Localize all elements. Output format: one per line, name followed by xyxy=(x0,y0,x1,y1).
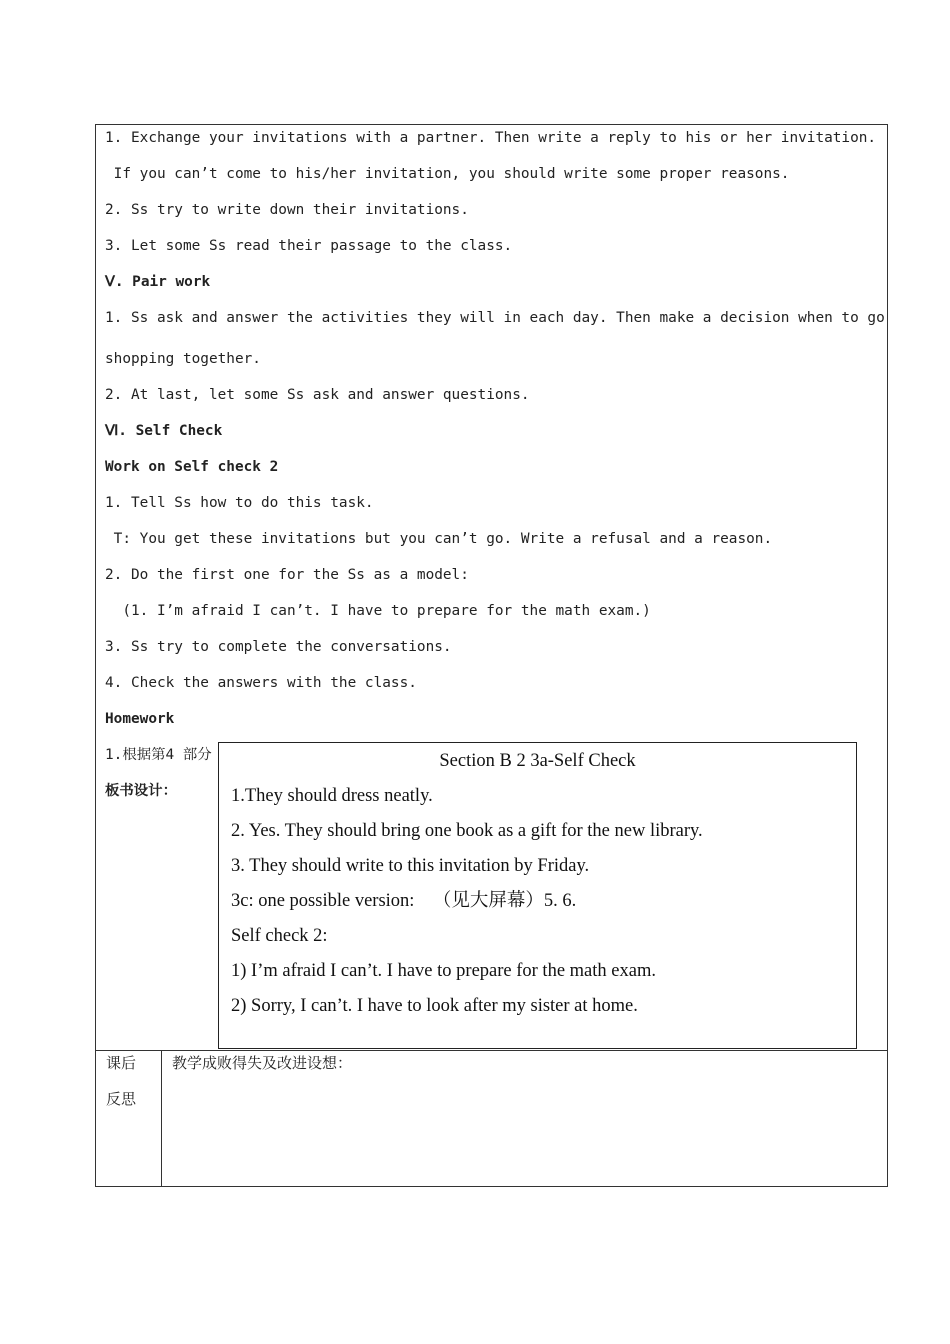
step-line: 2. At last, let some Ss ask and answer questions. xyxy=(105,387,530,403)
textbox-line: 2. Yes. They should bring one book as a gift for the new library. xyxy=(231,821,703,841)
reflection-content: 教学成败得失及改进设想： xyxy=(172,1054,353,1072)
step-line: (1. I’m afraid I can’t. I have to prepare for the math exam.) xyxy=(105,603,651,619)
step-line: 1. Tell Ss how to do this task. xyxy=(105,495,374,511)
section-heading-self-check: Ⅵ. Self Check xyxy=(105,423,223,439)
reflection-label-line1: 课后 xyxy=(106,1054,137,1072)
step-line: 4. Check the answers with the class. xyxy=(105,675,417,691)
textbox-line: 2) Sorry, I can’t. I have to look after my sister at home. xyxy=(231,996,638,1016)
textbox-line: 1.They should dress neatly. xyxy=(231,786,433,806)
homework-line: 1.根据第4 部分 xyxy=(105,747,212,763)
textbox-title: Section B 2 3a-Self Check xyxy=(439,751,636,771)
table-column-divider xyxy=(161,1050,162,1187)
reflection-label-line2: 反思 xyxy=(106,1090,137,1108)
homework-heading: Homework xyxy=(105,711,175,727)
step-line: shopping together. xyxy=(105,351,261,367)
step-line: 3. Let some Ss read their passage to the class. xyxy=(105,238,513,254)
textbox-line: Self check 2: xyxy=(231,926,328,946)
step-line: 1. Exchange your invitations with a partner. Then write a reply to his or her invitation. xyxy=(105,130,877,146)
step-line: 3. Ss try to complete the conversations. xyxy=(105,639,452,655)
subheading-self-check-2: Work on Self check 2 xyxy=(105,459,279,475)
step-line: 1. Ss ask and answer the activities they will in each day. Then make a decision when to go xyxy=(105,310,885,326)
textbox-line: 1) I’m afraid I can’t. I have to prepare for the math exam. xyxy=(231,961,656,981)
step-line: T: You get these invitations but you can’t go. Write a refusal and a reason. xyxy=(105,531,773,547)
board-design-label: 板书设计： xyxy=(105,783,177,799)
textbox-line: 3c: one possible version: （见大屏幕）5. 6. xyxy=(231,891,577,911)
step-line: 2. Ss try to write down their invitations. xyxy=(105,202,469,218)
step-line: If you can’t come to his/her invitation, you should write some proper reasons. xyxy=(105,166,790,182)
section-heading-pair-work: Ⅴ. Pair work xyxy=(105,274,211,290)
textbox-line: 3. They should write to this invitation by Friday. xyxy=(231,856,590,876)
table-row-divider xyxy=(95,1050,888,1051)
step-line: 2. Do the first one for the Ss as a model: xyxy=(105,567,469,583)
board-design-textbox xyxy=(218,742,857,1049)
